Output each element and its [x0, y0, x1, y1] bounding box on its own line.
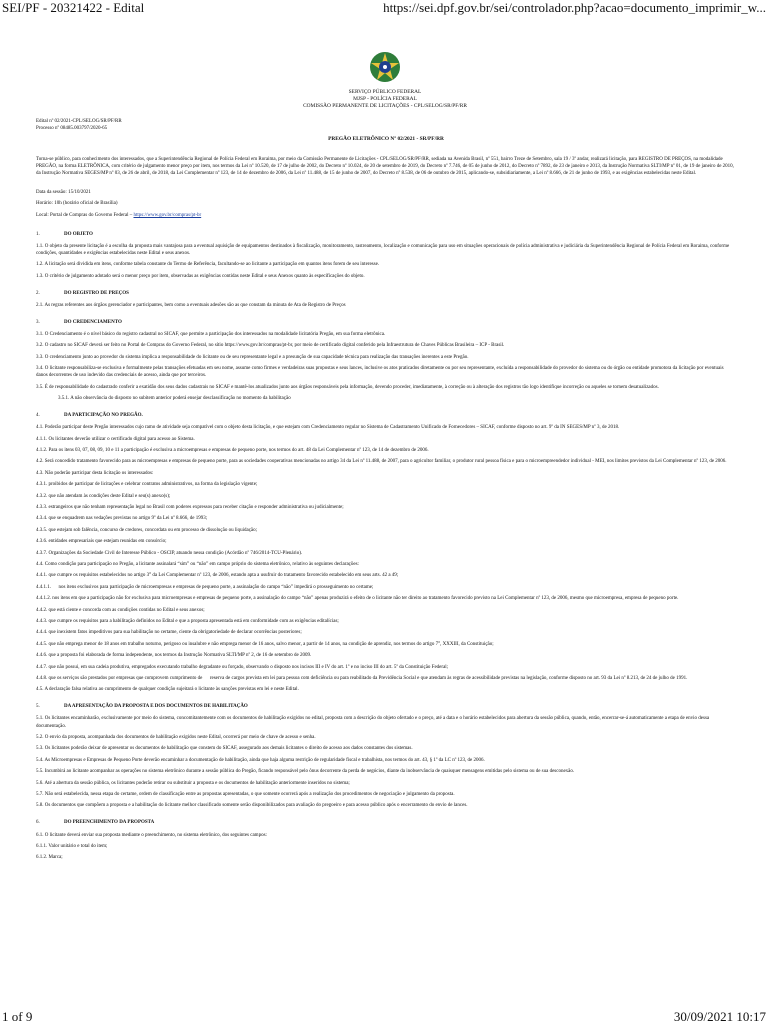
paragraph-4-4-2: 4.4.2. que está ciente e concorda com as condições contidas no Edital e seus anexos; — [36, 607, 205, 613]
paragraph-5-8: 5.8. Os documentos que compõem a proposta e a habilitação do licitante melhor classificado somente serão disponibilizados para avaliação do pregoeiro e para acesso público após o encerramento do envio de lances. — [36, 803, 468, 809]
paragraph-4-4-1-2: 4.4.1.2. nos itens em que a participação não for exclusiva para microempresas e empresas de pequeno porte, a assinalação do campo “não” apenas produzirá o efeito de o licitante não ter direito ao tratamento favorecido previsto na Lei Complementar nº 123, de 2006, mesmo que microempresa, empresa de pequeno porte. — [36, 596, 679, 602]
edital-number: Edital nº 02/2021-CPL/SELOG/SR/PF/RR — [36, 119, 122, 124]
paragraph-5-7: 5.7. Não será estabelecida, nessa etapa do certame, ordem de classificação entre as propostas apresentadas, o que somente ocorrerá após a realização dos procedimentos de negociação e julgamento da proposta. — [36, 791, 455, 797]
header-line-2: MJSP - POLÍCIA FEDERAL — [353, 96, 417, 102]
header-line-1: SERVIÇO PÚBLICO FEDERAL — [348, 89, 422, 95]
paragraph-3-4: 3.4. O licitante responsabiliza-se exclusiva e formalmente pelas transações efetuadas em seu nome, assume como firmes e verdadeiras suas propostas e seus lances, inclusive os atos praticados diretamente ou por seu representante, excluída a responsabilidade do provedor do sistema ou do órgão ou entidade promotora da licitação por eventuais danos decorrentes de uso indevido das credenciais de acesso, ainda que por terceiros. — [36, 366, 724, 379]
paragraph-1-2: 1.2. A licitação será dividida em itens, conforme tabela constante do Termo de Referência, facultando-se ao licitante a participação em quantos itens forem de seu interesse. — [36, 262, 380, 268]
paragraph-4-4-6: 4.4.6. que a proposta foi elaborada de forma independente, nos termos da Instrução Normativa SLTI/MP nº 2, de 16 de setembro de 2009. — [36, 653, 312, 659]
paragraph-4-1: 4.1. Poderão participar deste Pregão interessados cujo ramo de atividade seja compatível com o objeto desta licitação, e que estejam com Credenciamento regular no Sistema de Cadastramento Unificado de Fornecedores – SICAF, conforme disposto no art. 9º da IN SEGES/MP nº 3, de 2018. — [36, 425, 620, 431]
document-body — [36, 118, 736, 866]
paragraph-4-3-6: 4.3.6. entidades empresariais que estejam reunidas em consórcio; — [36, 539, 167, 545]
paragraph-4-5: 4.5. A declaração falsa relativa ao cumprimento de qualquer condição sujeitará o licitante às sanções previstas em lei e neste Edital. — [36, 687, 299, 693]
paragraph-2-1: 2.1. As regras referentes aos órgãos gerenciador e participantes, bem como a eventuais adesões são as que constam da minuta de Ata de Registro de Preços — [36, 302, 346, 308]
section-2-heading: 2. DO REGISTRO DE PREÇOS — [36, 290, 129, 296]
browser-tab-title: SEI/PF - 20321422 - Edital — [2, 0, 145, 15]
coat-of-arms-icon — [368, 50, 402, 84]
section-4-heading: 4. DA PARTICIPAÇÃO NO PREGÃO. — [36, 413, 143, 419]
paragraph-4-2: 4.2. Será concedido tratamento favorecido para as microempresas e empresas de pequeno porte, para as sociedades cooperativas mencionadas no artigo 34 da Lei nº 11.488, de 2007, para o agricultor familiar, o produtor rural pessoa física e para o microempreendedor individual - MEI, nos limites previstos da Lei Complementar nº 123, de 2006. — [36, 459, 727, 465]
paragraph-4-3-1: 4.3.1. proibidos de participar de licitações e celebrar contratos administrativos, na forma da legislação vigente; — [36, 482, 258, 488]
paragraph-4-1-2: 4.1.2. Para os itens 03, 07, 08, 09, 10 e 11 a participação é exclusiva a microempresas e empresas de pequeno porte, nos termos do art. 48 da Lei Complementar nº 123, de 14 de dezembro de 2006. — [36, 448, 429, 454]
paragraph-4-4-7: 4.4.7. que não possui, em sua cadeia produtiva, empregados executando trabalho degradante ou forçado, observando o disposto nos incisos III e IV do art. 1º e no inciso III do art. 5º da Constituição Federal; — [36, 664, 449, 670]
paragraph-3-2: 3.2. O cadastro no SICAF deverá ser feito no Portal de Compras do Governo Federal, no sítio https://www.gov.br/compras/pt-br, por meio de certificado digital conferido pela Infraestrutura de Chaves Públicas Brasileira – ICP - Brasil. — [36, 343, 505, 349]
print-datetime: 30/09/2021 10:17 — [673, 1009, 766, 1024]
paragraph-4-3-7: 4.3.7. Organizações da Sociedade Civil de Interesse Público - OSCIP, atuando nessa condição (Acórdão nº 746/2014-TCU-Plenário). — [36, 550, 303, 556]
section-3-heading: 3. DO CREDENCIAMENTO — [36, 319, 122, 325]
paragraph-5-4: 5.4. As Microempresas e Empresas de Pequeno Porte deverão encaminhar a documentação de habilitação, ainda que haja alguma restrição de regularidade fiscal e trabalhista, nos termos do art. 43, § 1º da LC nº 123, de 2006. — [36, 757, 485, 763]
compras-link[interactable]: https://www.gov.br/compras/pt-br — [133, 212, 202, 218]
paragraph-6-1-1: 6.1.1. Valor unitário e total do item; — [36, 843, 108, 849]
institution-header — [0, 89, 770, 110]
paragraph-4-4-3: 4.4.3. que cumpre os requisitos para a habilitação definidos no Edital e que a proposta apresentada está em conformidade com as exigências editalícias; — [36, 618, 339, 624]
paragraph-4-4-4: 4.4.4. que inexistem fatos impeditivos para sua habilitação no certame, ciente da obrigatoriedade de declarar ocorrências posteriores; — [36, 630, 302, 636]
paragraph-4-4-8: 4.4.8. que os serviços são prestados por empresas que comprovem cumprimento de reserva de cargos prevista em lei para pessoa com deficiência ou para reabilitado da Previdência Social e que atendam às regras de acessibilidade previstas na legislação, conforme disposto no art. 93 da Lei nº 8.213, de 24 de julho de 1991. — [36, 675, 688, 681]
session-time: Horário: 10h (horário oficial de Brasília) — [36, 201, 118, 207]
paragraph-4-3-3: 4.3.3. estrangeiros que não tenham representação legal no Brasil com poderes expressos para receber citação e responder administrativa ou judicialmente; — [36, 505, 344, 511]
session-place — [36, 212, 736, 219]
paragraph-4-1-1: 4.1.1. Os licitantes deverão utilizar o certificado digital para acesso ao Sistema. — [36, 436, 195, 442]
paragraph-5-2: 5.2. O envio da proposta, acompanhada dos documentos de habilitação exigidos neste Edital, ocorrerá por meio de chave de acesso e senha. — [36, 734, 316, 740]
browser-url: https://sei.dpf.gov.br/sei/controlador.php?acao=documento_imprimir_w... — [383, 0, 766, 15]
paragraph-4-4: 4.4. Como condição para participação no Pregão, a licitante assinalará “sim” ou “não” em campo próprio do sistema eletrônico, relativo às seguintes declarações: — [36, 562, 359, 567]
paragraph-4-4-1-1: 4.4.1.1. nos itens exclusivos para participação de microempresas e empresas de pequeno porte, a assinalação do campo “não” impedirá o prosseguimento no certame; — [36, 584, 374, 590]
paragraph-5-3: 5.3. Os licitantes poderão deixar de apresentar os documentos de habilitação que constem do SICAF, assegurado aos demais licitantes o direito de acesso aos dados constantes dos sistemas. — [36, 746, 413, 752]
paragraph-3-3: 3.3. O credenciamento junto ao provedor do sistema implica a responsabilidade do licitante ou de seu representante legal e a presunção de sua capacidade técnica para realização das transações inerentes a este Pregão. — [36, 354, 469, 360]
paragraph-1-1: 1.1. O objeto da presente licitação é a escolha da proposta mais vantajosa para a eventual aquisição de equipamentos destinados à fiscalização, monitoramento, rastreamento, localização e comunicação para uso em situações operacionais de polícia administrativa e judiciária da Superintendência Regional de Polícia Federal em Roraima, conforme condições, quantidades e exigências estabelecidas neste Edital e seus anexos. — [36, 243, 730, 256]
document-title: PREGÃO ELETRÔNICO Nº 02/2021 - SR/PF/RR — [328, 136, 444, 143]
paragraph-4-3-4: 4.3.4. que se enquadrem nas vedações previstas no artigo 9º da Lei nº 8.666, de 1993; — [36, 516, 208, 522]
processo-number: Processo nº 08485.003797/2020-65 — [36, 126, 108, 132]
paragraph-4-3-5: 4.3.5. que estejam sob falência, concurso de credores, concordata ou em processo de dissolução ou liquidação; — [36, 527, 258, 533]
paragraph-4-4-5: 4.4.5. que não emprega menor de 18 anos em trabalho noturno, perigoso ou insalubre e não emprega menor de 16 anos, salvo menor, a partir de 14 anos, na condição de aprendiz, nos termos do artigo 7°, XXXIII, da Constituição; — [36, 641, 494, 647]
paragraph-4-3-2: 4.3.2. que não atendam às condições deste Edital e seu(s) anexo(s); — [36, 493, 171, 499]
paragraph-5-6: 5.6. Até a abertura da sessão pública, os licitantes poderão retirar ou substituir a proposta e os documentos de habilitação anteriormente inseridos no sistema; — [36, 780, 350, 786]
paragraph-5-5: 5.5. Incumbirá ao licitante acompanhar as operações no sistema eletrônico durante a sessão pública do Pregão, ficando responsável pelo ônus decorrente da perda de negócios, diante da inobservância de quaisquer mensagens emitidas pelo sistema ou de sua desconexão. — [36, 769, 575, 775]
section-1-heading: 1. DO OBJETO — [36, 231, 93, 237]
paragraph-3-5: 3.5. É de responsabilidade do cadastrado conferir a exatidão dos seus dados cadastrais no SICAF e mantê-los atualizados junto aos órgãos responsáveis pela informação, devendo proceder, imediatamente, à correção ou à alteração dos registros tão logo identifique incorreção ou aqueles se tornem desatualizados. — [36, 384, 659, 390]
paragraph-6-1-2: 6.1.2. Marca; — [36, 855, 63, 861]
paragraph-1-3: 1.3. O critério de julgamento adotado será o menor preço por item, observadas as exigências contidas neste Edital e seus Anexos quanto às especificações do objeto. — [36, 273, 365, 279]
paragraph-6-1: 6.1. O licitante deverá enviar sua proposta mediante o preenchimento, no sistema eletrônico, dos seguintes campos: — [36, 832, 267, 838]
page-counter: 1 of 9 — [2, 1009, 33, 1024]
paragraph-4-3: 4.3. Não poderão participar desta licitação os interessados: — [36, 470, 154, 476]
section-5-heading: 5. DA APRESENTAÇÃO DA PROPOSTA E DOS DOCUMENTOS DE HABILITAÇÃO — [36, 704, 248, 710]
session-date: Data da sessão: 15/10/2021 — [36, 189, 91, 195]
header-line-3: COMISSÃO PERMANENTE DE LICITAÇÕES - CPL/SELOG/SR/PF/RR — [303, 103, 467, 109]
paragraph-4-4-1: 4.4.1. que cumpre os requisitos estabelecidos no artigo 3° da Lei Complementar nº 123, de 2006, estando apta a usufruir do tratamento favorecido estabelecido em seus arts. 42 a 49; — [36, 573, 399, 579]
intro-paragraph: Torna-se público, para conhecimento dos interessados, que a Superintendência Regional de Polícia Federal em Roraima, por meio da Comissão Permanente de Licitações - CPL/SELOG/SR/PF/RR, sediada na Avenida Brasil, nº 551, bairro Treze de Setembro, sala 19 / 3º andar, realizará licitação, para REGISTRO DE PREÇOS, na modalidade PREGÃO, na forma ELETRÔNICA, com critério de julgamento menor preço por item, nos termos da Lei nº 10.520, de 17 de julho de 2002, do Decreto nº 10.024, de 20 de setembro de 2019, do Decreto nº 7.746, de 05 de junho de 2012, do Decreto nº 7892, de 23 de janeiro e 2013, da Instrução Normativa SLTI/MP nº 01, de 19 de janeiro de 2010, da Instrução Normativa SEGES/MP nº 03, de 26 de abril, de 2018, da Lei Complementar nº 123, de 14 de dezembro de 2006, da Lei nº 11.488, de 15 de junho de 2007, do Decreto nº 8.538, de 06 de outubro de 2015, aplicando-se, subsidiariamente, a Lei nº 8.666, de 21 de junho de 1993, e as exigências estabelecidas neste Edital. — [36, 156, 734, 176]
paragraph-5-1: 5.1. Os licitantes encaminharão, exclusivamente por meio do sistema, concomitantemente com os documentos de habilitação exigidos no edital, proposta com a descrição do objeto ofertado e o preço, até a data e o horário estabelecidos para abertura da sessão pública, quando, então, encerrar-se-á automaticamente a etapa de envio dessa documentação. — [36, 716, 710, 729]
paragraph-3-1: 3.1. O Credenciamento é o nível básico do registro cadastral no SICAF, que permite a participação dos interessados na modalidade licitatória Pregão, em sua forma eletrônica. — [36, 332, 386, 338]
session-place-label: Local: Portal de Compras do Governo Federal – — [36, 212, 134, 218]
paragraph-3-5-1: 3.5.1. A não observância do disposto no subitem anterior poderá ensejar desclassificação no momento da habilitação — [58, 396, 291, 402]
section-6-heading: 6. DO PREENCHIMENTO DA PROPOSTA — [36, 820, 155, 826]
